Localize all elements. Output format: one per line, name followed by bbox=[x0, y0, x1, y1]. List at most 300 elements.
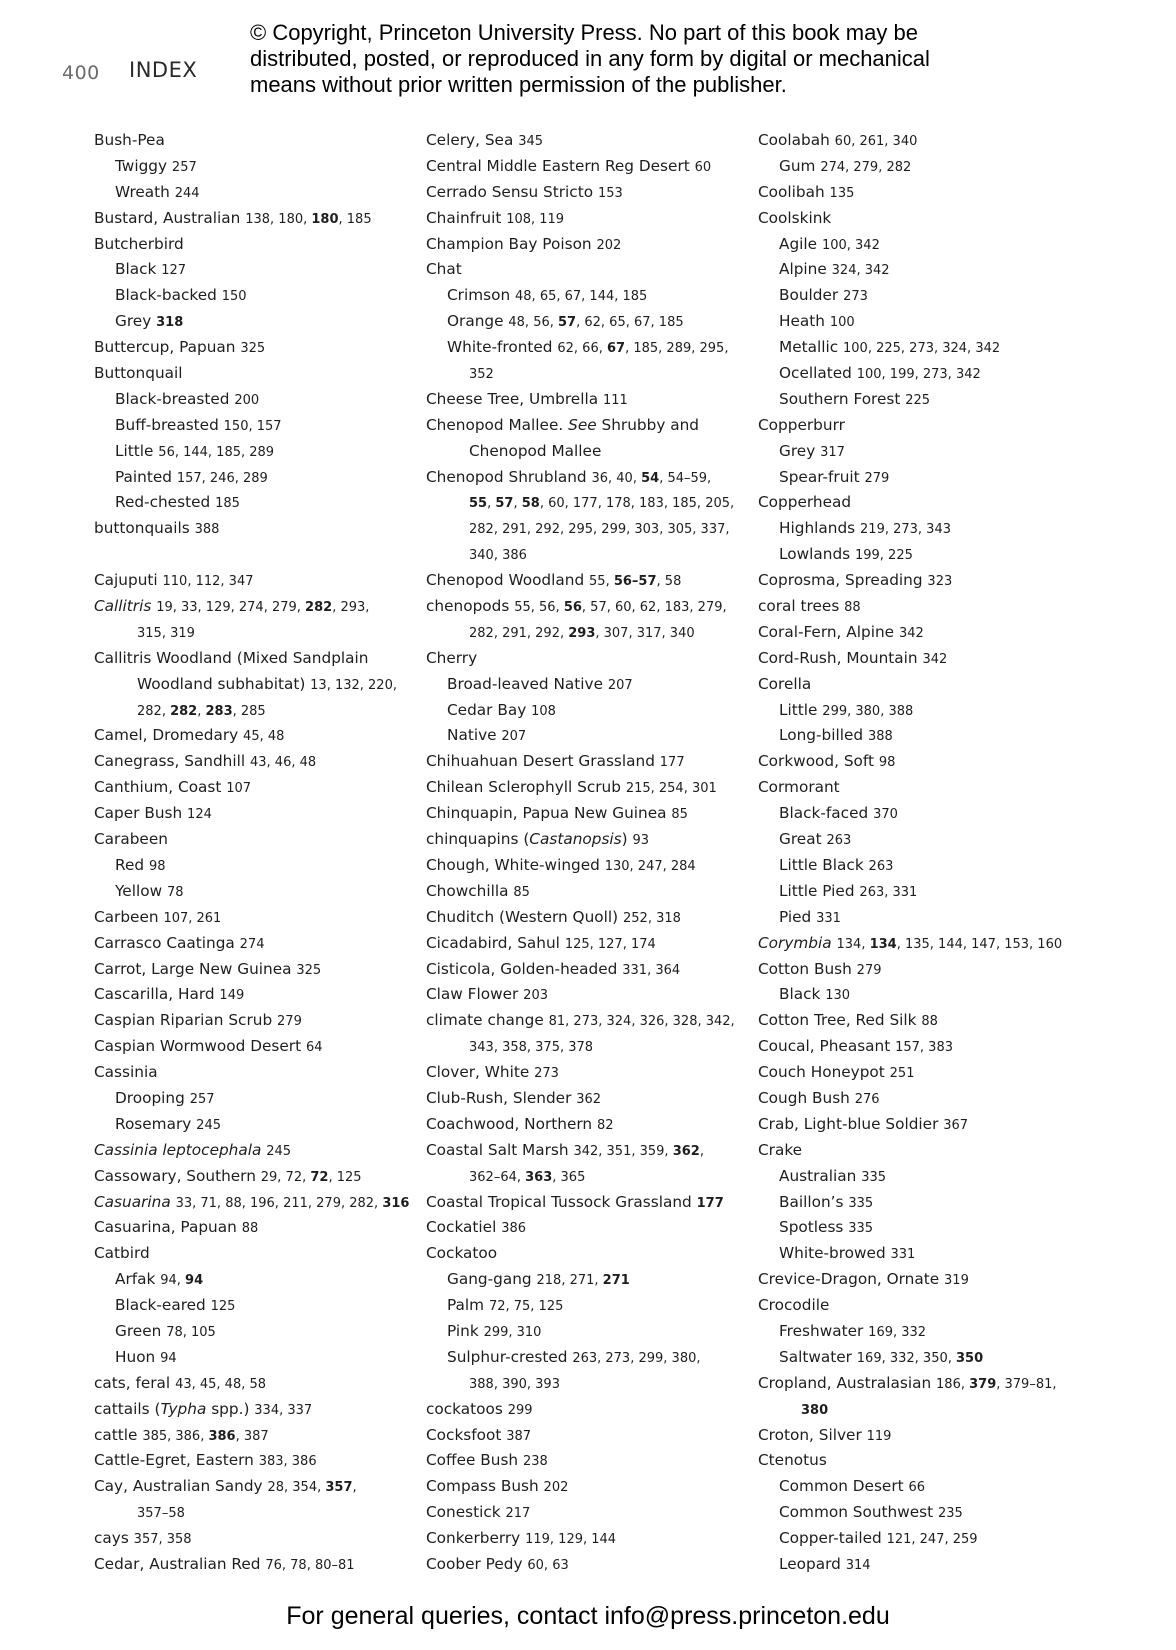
index-entry bbox=[94, 957, 424, 983]
page-reference: 203 bbox=[523, 988, 548, 1004]
page-reference: 251 bbox=[889, 1066, 915, 1082]
entry-term: Painted bbox=[115, 467, 177, 486]
entry-term: Arfak bbox=[115, 1270, 161, 1289]
index-subentry bbox=[94, 387, 424, 413]
index-entry bbox=[426, 1008, 756, 1034]
index-entry bbox=[758, 180, 1088, 206]
index-entry-continuation bbox=[426, 361, 756, 387]
page-reference: 274 bbox=[239, 936, 265, 952]
entry-term: Croton, Silver bbox=[758, 1425, 867, 1444]
index-subentry bbox=[758, 1164, 1088, 1190]
page-reference: 235 bbox=[937, 1506, 963, 1522]
entry-term: Cicadabird, Sahul bbox=[426, 933, 565, 952]
entry-term: Cassinia leptocephala bbox=[94, 1140, 262, 1159]
page-reference: 100, 225, 273, 324, 342 bbox=[843, 341, 1001, 357]
page-reference: 282, 291, 292, 295, 299, 303, 305, 337, bbox=[469, 522, 730, 538]
page-reference: 202 bbox=[596, 237, 622, 253]
index-subentry bbox=[94, 853, 424, 879]
entry-term: Coastal Salt Marsh bbox=[426, 1140, 574, 1159]
index-subentry bbox=[426, 1319, 756, 1345]
page-reference: 125 bbox=[210, 1299, 236, 1315]
page-reference: , bbox=[513, 496, 522, 512]
index-columns bbox=[0, 128, 1176, 1573]
page-reference: 55 bbox=[469, 496, 488, 512]
index-entry bbox=[426, 232, 756, 258]
entry-term: Gum bbox=[779, 156, 821, 175]
index-entry bbox=[426, 1241, 756, 1267]
entry-term: Long-billed bbox=[779, 726, 868, 745]
page-reference: 202 bbox=[543, 1480, 569, 1496]
page-reference: 342 bbox=[898, 625, 924, 641]
page-reference: , 135, 144, 147, 153, 160 bbox=[896, 936, 1063, 952]
index-subentry bbox=[758, 853, 1088, 879]
page-reference: 386 bbox=[501, 1221, 527, 1237]
entry-term: Crake bbox=[758, 1140, 803, 1159]
page-reference: 357, 358 bbox=[133, 1532, 192, 1548]
index-subentry bbox=[758, 1552, 1088, 1578]
page-reference: , 57, 60, 62, 183, 279, bbox=[581, 600, 727, 616]
entry-term: Coolskink bbox=[758, 208, 832, 227]
index-entry bbox=[94, 1215, 424, 1241]
index-entry bbox=[426, 801, 756, 827]
page-reference: 60 bbox=[694, 159, 712, 175]
index-subentry bbox=[758, 905, 1088, 931]
entry-term: Coastal Tropical Tussock Grassland bbox=[426, 1192, 697, 1211]
index-entry-continuation bbox=[426, 439, 756, 465]
page-reference: 180 bbox=[311, 211, 339, 227]
page-reference: 331 bbox=[890, 1247, 916, 1263]
index-entry bbox=[426, 1190, 756, 1216]
page-reference: 282, 291, 292, bbox=[469, 625, 569, 641]
index-subentry bbox=[426, 672, 756, 698]
page-reference: 110, 112, 347 bbox=[162, 574, 254, 590]
entry-term: Black-backed bbox=[115, 286, 222, 305]
page-reference: 388, 390, 393 bbox=[469, 1376, 560, 1392]
entry-term: Black-eared bbox=[115, 1296, 211, 1315]
index-entry-continuation bbox=[426, 542, 756, 568]
entry-term: Huon bbox=[115, 1347, 161, 1366]
index-entry bbox=[758, 1086, 1088, 1112]
index-subentry bbox=[758, 439, 1088, 465]
index-entry bbox=[94, 827, 424, 853]
page-reference: 207 bbox=[607, 677, 633, 693]
entry-term: Broad-leaved Native bbox=[447, 674, 608, 693]
entry-term: Chenopod Mallee bbox=[469, 441, 602, 460]
index-subentry bbox=[94, 1345, 424, 1371]
entry-term: Ctenotus bbox=[758, 1451, 827, 1470]
entry-term: Coolibah bbox=[758, 182, 830, 201]
entry-term: Boulder bbox=[779, 286, 844, 305]
entry-term: Chilean Sclerophyll Scrub bbox=[426, 778, 626, 797]
index-subentry bbox=[94, 257, 424, 283]
entry-term: Coober Pedy bbox=[426, 1554, 528, 1573]
index-entry bbox=[758, 749, 1088, 775]
entry-term: Caspian Wormwood Desert bbox=[94, 1037, 306, 1056]
index-subentry bbox=[758, 1319, 1088, 1345]
page-reference: 352 bbox=[469, 367, 494, 383]
index-entry bbox=[426, 568, 756, 594]
entry-term: Freshwater bbox=[779, 1321, 869, 1340]
entry-term: coral trees bbox=[758, 597, 845, 616]
entry-term: Cord-Rush, Mountain bbox=[758, 648, 923, 667]
page-reference: 331 bbox=[816, 910, 841, 926]
page-reference: 319 bbox=[944, 1273, 969, 1289]
page-reference: 245 bbox=[196, 1117, 221, 1133]
index-entry bbox=[94, 1526, 424, 1552]
page-reference: 350 bbox=[956, 1350, 984, 1366]
entry-term: Canegrass, Sandhill bbox=[94, 752, 250, 771]
entry-term: Metallic bbox=[779, 338, 844, 357]
index-entry bbox=[758, 1371, 1088, 1397]
entry-term: Grey bbox=[115, 312, 157, 331]
entry-term: Red-chested bbox=[115, 493, 216, 512]
index-entry bbox=[94, 749, 424, 775]
page-reference: 334, 337 bbox=[254, 1402, 313, 1418]
index-entry bbox=[426, 180, 756, 206]
entry-term: Camel, Dromedary bbox=[94, 726, 244, 745]
index-entry-continuation bbox=[758, 1397, 1088, 1423]
page-reference: 98 bbox=[148, 858, 166, 874]
entry-term: Ocellated bbox=[779, 364, 857, 383]
page-reference: 263 bbox=[868, 858, 894, 874]
page-reference: 388 bbox=[194, 522, 220, 538]
entry-term: Caspian Riparian Scrub bbox=[94, 1011, 278, 1030]
entry-term: See bbox=[568, 415, 597, 434]
entry-term: Cattle-Egret, Eastern bbox=[94, 1451, 259, 1470]
entry-term: Rosemary bbox=[115, 1114, 197, 1133]
page-reference: 108 bbox=[531, 703, 556, 719]
entry-term: Cotton Tree, Red Silk bbox=[758, 1011, 922, 1030]
running-head: INDEX bbox=[129, 58, 198, 82]
index-entry bbox=[426, 257, 756, 283]
page-reference: 150 bbox=[221, 289, 247, 305]
entry-term: Black-breasted bbox=[115, 389, 235, 408]
page-reference: 380 bbox=[801, 1402, 829, 1418]
entry-term: Chenopod Woodland bbox=[426, 571, 590, 590]
page-reference: 273 bbox=[843, 289, 868, 305]
index-entry bbox=[758, 413, 1088, 439]
page-reference: 315, 319 bbox=[137, 625, 195, 641]
page-reference: 185 bbox=[215, 496, 240, 512]
entry-term: Carbeen bbox=[94, 907, 164, 926]
index-entry bbox=[758, 1060, 1088, 1086]
entry-term: Cockatiel bbox=[426, 1218, 502, 1237]
index-subentry bbox=[426, 698, 756, 724]
entry-term: Grey bbox=[779, 441, 821, 460]
index-entry bbox=[426, 1397, 756, 1423]
index-subentry bbox=[94, 1112, 424, 1138]
page-reference: 134 bbox=[869, 936, 897, 952]
index-subentry bbox=[758, 1215, 1088, 1241]
entry-term: climate change bbox=[426, 1011, 549, 1030]
entry-term: Chenopod Mallee. bbox=[426, 415, 569, 434]
page-reference: 54 bbox=[641, 470, 660, 486]
index-entry bbox=[94, 1448, 424, 1474]
entry-term: Buff-breasted bbox=[115, 415, 224, 434]
page-reference: , bbox=[487, 496, 496, 512]
index-entry bbox=[426, 1526, 756, 1552]
index-subentry bbox=[758, 387, 1088, 413]
page-reference: 219, 273, 343 bbox=[860, 522, 951, 538]
page-reference: 57 bbox=[495, 496, 514, 512]
index-entry bbox=[94, 1241, 424, 1267]
entry-term: Coral-Fern, Alpine bbox=[758, 622, 899, 641]
entry-term: Central Middle Eastern Reg Desert bbox=[426, 156, 695, 175]
index-entry bbox=[426, 1138, 756, 1164]
page-reference: 245 bbox=[266, 1143, 292, 1159]
entry-term: Cockatoo bbox=[426, 1244, 498, 1263]
entry-term: Black bbox=[115, 260, 162, 279]
index-entry bbox=[758, 568, 1088, 594]
page-reference: 19, 33, 129, 274, 279, bbox=[156, 600, 306, 616]
index-entry bbox=[94, 905, 424, 931]
index-subentry bbox=[758, 982, 1088, 1008]
entry-term: Sulphur-crested bbox=[447, 1347, 573, 1366]
entry-term: Carabeen bbox=[94, 830, 168, 849]
entry-term: Cough Bush bbox=[758, 1088, 855, 1107]
page-reference: 58 bbox=[521, 496, 540, 512]
page-reference: 85 bbox=[671, 807, 688, 823]
page-reference: , 54–59, bbox=[659, 470, 712, 486]
index-subentry bbox=[426, 723, 756, 749]
entry-term: Couch Honeypot bbox=[758, 1063, 890, 1082]
entry-term: Crab, Light-blue Soldier bbox=[758, 1114, 944, 1133]
entry-term: Chough, White-winged bbox=[426, 855, 605, 874]
index-subentry bbox=[758, 1500, 1088, 1526]
index-entry bbox=[426, 853, 756, 879]
entry-term: Coachwood, Northern bbox=[426, 1114, 597, 1133]
index-subentry bbox=[758, 698, 1088, 724]
page-reference: 78 bbox=[166, 884, 184, 900]
entry-term: Green bbox=[115, 1321, 167, 1340]
page-reference: 200 bbox=[234, 392, 260, 408]
index-entry bbox=[426, 413, 756, 439]
entry-term: cays bbox=[94, 1529, 134, 1548]
index-subentry bbox=[758, 283, 1088, 309]
index-entry-continuation bbox=[426, 516, 756, 542]
page-reference: 127 bbox=[161, 263, 187, 279]
index-column-1 bbox=[94, 128, 424, 1578]
page-reference: 388 bbox=[867, 729, 893, 745]
index-entry bbox=[426, 1060, 756, 1086]
index-entry bbox=[426, 905, 756, 931]
entry-term: Little bbox=[115, 441, 159, 460]
page-reference: 244 bbox=[174, 185, 200, 201]
entry-term: Casuarina, Papuan bbox=[94, 1218, 242, 1237]
entry-term: Cerrado Sensu Stricto bbox=[426, 182, 598, 201]
page-reference: 340, 386 bbox=[469, 548, 527, 564]
page-reference: , 185, 289, 295, bbox=[625, 341, 729, 357]
page-reference: 57 bbox=[558, 315, 577, 331]
entry-term: Champion Bay Poison bbox=[426, 234, 597, 253]
page-reference: , bbox=[699, 1143, 704, 1159]
index-entry bbox=[758, 646, 1088, 672]
entry-term: Chenopod Shrubland bbox=[426, 467, 592, 486]
index-entry bbox=[426, 1086, 756, 1112]
index-entry bbox=[94, 1034, 424, 1060]
entry-term: Cherry bbox=[426, 648, 478, 667]
index-entry bbox=[94, 335, 424, 361]
page-reference: 169, 332 bbox=[868, 1324, 927, 1340]
page-reference: 107 bbox=[226, 781, 252, 797]
index-subentry bbox=[94, 1293, 424, 1319]
page-reference: 28, 354, bbox=[267, 1480, 326, 1496]
entry-term: Coprosma, Spreading bbox=[758, 571, 928, 590]
page-reference: 324, 342 bbox=[831, 263, 890, 279]
page-reference: 157, 383 bbox=[895, 1040, 953, 1056]
page-reference: , 293, bbox=[332, 600, 370, 616]
page-reference: 325 bbox=[240, 341, 266, 357]
entry-term: Coolabah bbox=[758, 131, 835, 149]
page-reference: 55, 56, bbox=[514, 600, 564, 616]
entry-term: Twiggy bbox=[115, 156, 172, 175]
page-reference: , 58 bbox=[656, 574, 682, 590]
page-reference: 85 bbox=[513, 884, 530, 900]
page-reference: 367 bbox=[943, 1117, 969, 1133]
entry-term: Southern Forest bbox=[779, 389, 906, 408]
entry-term: Drooping bbox=[115, 1088, 190, 1107]
entry-term: buttonquails bbox=[94, 519, 195, 538]
entry-term: cattle bbox=[94, 1425, 143, 1444]
page-reference: , 62, 65, 67, 185 bbox=[576, 315, 684, 331]
page-reference: 387 bbox=[506, 1428, 532, 1444]
copyright-line: © Copyright, Princeton University Press. No part of this book may be bbox=[250, 20, 918, 45]
page-reference: 153 bbox=[597, 185, 623, 201]
page-reference: 271 bbox=[602, 1273, 630, 1289]
entry-term: Typha bbox=[160, 1399, 207, 1418]
page-reference: 263, 273, 299, 380, bbox=[572, 1350, 701, 1366]
index-subentry bbox=[426, 335, 756, 361]
entry-term: Conkerberry bbox=[426, 1529, 526, 1548]
page-reference: 78, 105 bbox=[166, 1324, 216, 1340]
index-subentry bbox=[426, 309, 756, 335]
index-subentry bbox=[758, 723, 1088, 749]
index-entry-continuation bbox=[94, 672, 424, 698]
page-reference: 55, bbox=[589, 574, 614, 590]
page-reference: 13, 132, 220, bbox=[310, 677, 397, 693]
index-subentry bbox=[758, 801, 1088, 827]
entry-term: Cedar Bay bbox=[447, 700, 532, 719]
page-reference: 48, 65, 67, 144, 185 bbox=[515, 289, 648, 305]
page-reference: 331, 364 bbox=[622, 962, 681, 978]
entry-term: Catbird bbox=[94, 1244, 150, 1263]
index-entry bbox=[426, 594, 756, 620]
entry-term: chenopods bbox=[426, 597, 515, 616]
index-entry-continuation bbox=[426, 1034, 756, 1060]
page-reference: 282 bbox=[305, 600, 333, 616]
index-entry bbox=[426, 206, 756, 232]
page-reference: 64 bbox=[305, 1040, 323, 1056]
index-entry bbox=[94, 232, 424, 258]
index-entry bbox=[758, 775, 1088, 801]
page-reference: 43, 45, 48, 58 bbox=[175, 1376, 267, 1392]
entry-term: Callitris Woodland (Mixed Sandplain bbox=[94, 648, 369, 667]
entry-term: Heath bbox=[779, 312, 830, 331]
page-reference: 257 bbox=[189, 1091, 215, 1107]
index-entry-continuation bbox=[94, 620, 424, 646]
page-reference: 314 bbox=[845, 1557, 871, 1573]
index-entry bbox=[94, 516, 424, 542]
index-subentry bbox=[94, 1319, 424, 1345]
entry-term: Claw Flower bbox=[426, 985, 524, 1004]
index-subentry bbox=[758, 257, 1088, 283]
page-reference: 98 bbox=[878, 755, 896, 771]
index-subentry bbox=[426, 1293, 756, 1319]
page-reference: 186, bbox=[936, 1376, 970, 1392]
index-entry bbox=[94, 1008, 424, 1034]
page-reference: 357 bbox=[325, 1480, 353, 1496]
entry-term: Castanopsis bbox=[529, 830, 622, 849]
page-reference: 60, 63 bbox=[527, 1557, 569, 1573]
page-reference: 274, 279, 282 bbox=[820, 159, 912, 175]
page-reference: 335 bbox=[848, 1221, 874, 1237]
page-reference: 149 bbox=[219, 988, 245, 1004]
index-subentry bbox=[758, 879, 1088, 905]
page-reference: 93 bbox=[632, 833, 650, 849]
index-subentry bbox=[94, 309, 424, 335]
entry-term: White-browed bbox=[779, 1244, 891, 1263]
index-entry bbox=[94, 1060, 424, 1086]
entry-term: Cedar, Australian Red bbox=[94, 1554, 266, 1573]
page-reference: 135 bbox=[829, 185, 855, 201]
page-reference: 342 bbox=[922, 651, 948, 667]
page-reference: 263, 331 bbox=[859, 884, 918, 900]
page-reference: 138, 180, bbox=[245, 211, 312, 227]
index-entry bbox=[94, 594, 424, 620]
index-entry bbox=[94, 1138, 424, 1164]
index-entry bbox=[758, 672, 1088, 698]
entry-term: Crevice-Dragon, Ornate bbox=[758, 1270, 945, 1289]
entry-term: Celery, Sea bbox=[426, 131, 519, 149]
page-reference: 363 bbox=[525, 1169, 553, 1185]
index-entry bbox=[94, 1371, 424, 1397]
index-entry bbox=[94, 775, 424, 801]
entry-term: Pied bbox=[779, 907, 817, 926]
index-subentry bbox=[94, 1267, 424, 1293]
index-entry bbox=[758, 1267, 1088, 1293]
page-reference: 293 bbox=[568, 625, 596, 641]
index-subentry bbox=[758, 1526, 1088, 1552]
index-entry-continuation bbox=[426, 620, 756, 646]
index-entry bbox=[94, 931, 424, 957]
page-reference: 48, 56, bbox=[508, 315, 559, 331]
index-subentry bbox=[758, 516, 1088, 542]
entry-term: Australian bbox=[779, 1166, 862, 1185]
index-subentry bbox=[758, 309, 1088, 335]
entry-term: Cocksfoot bbox=[426, 1425, 507, 1444]
index-entry bbox=[426, 1215, 756, 1241]
page-reference: 217 bbox=[505, 1506, 531, 1522]
page-reference: 124 bbox=[187, 807, 212, 823]
entry-term: Cormorant bbox=[758, 778, 840, 797]
page-reference: 119, 129, 144 bbox=[525, 1532, 617, 1548]
entry-term: Carrasco Caatinga bbox=[94, 933, 240, 952]
page-reference: 279 bbox=[864, 470, 890, 486]
entry-term: Gang-gang bbox=[447, 1270, 537, 1289]
index-entry-continuation bbox=[426, 1371, 756, 1397]
index-entry bbox=[758, 1138, 1088, 1164]
index-subentry bbox=[758, 465, 1088, 491]
page-reference: 29, 72, bbox=[260, 1169, 311, 1185]
index-entry bbox=[426, 465, 756, 491]
page-reference: , 365 bbox=[552, 1169, 586, 1185]
page-reference: 43, 46, 48 bbox=[250, 755, 317, 771]
page-reference: , bbox=[352, 1480, 357, 1496]
entry-term: Cassowary, Southern bbox=[94, 1166, 261, 1185]
entry-term: cats, feral bbox=[94, 1373, 176, 1392]
entry-term: Cisticola, Golden-headed bbox=[426, 959, 623, 978]
entry-term: Copper-tailed bbox=[779, 1529, 887, 1548]
